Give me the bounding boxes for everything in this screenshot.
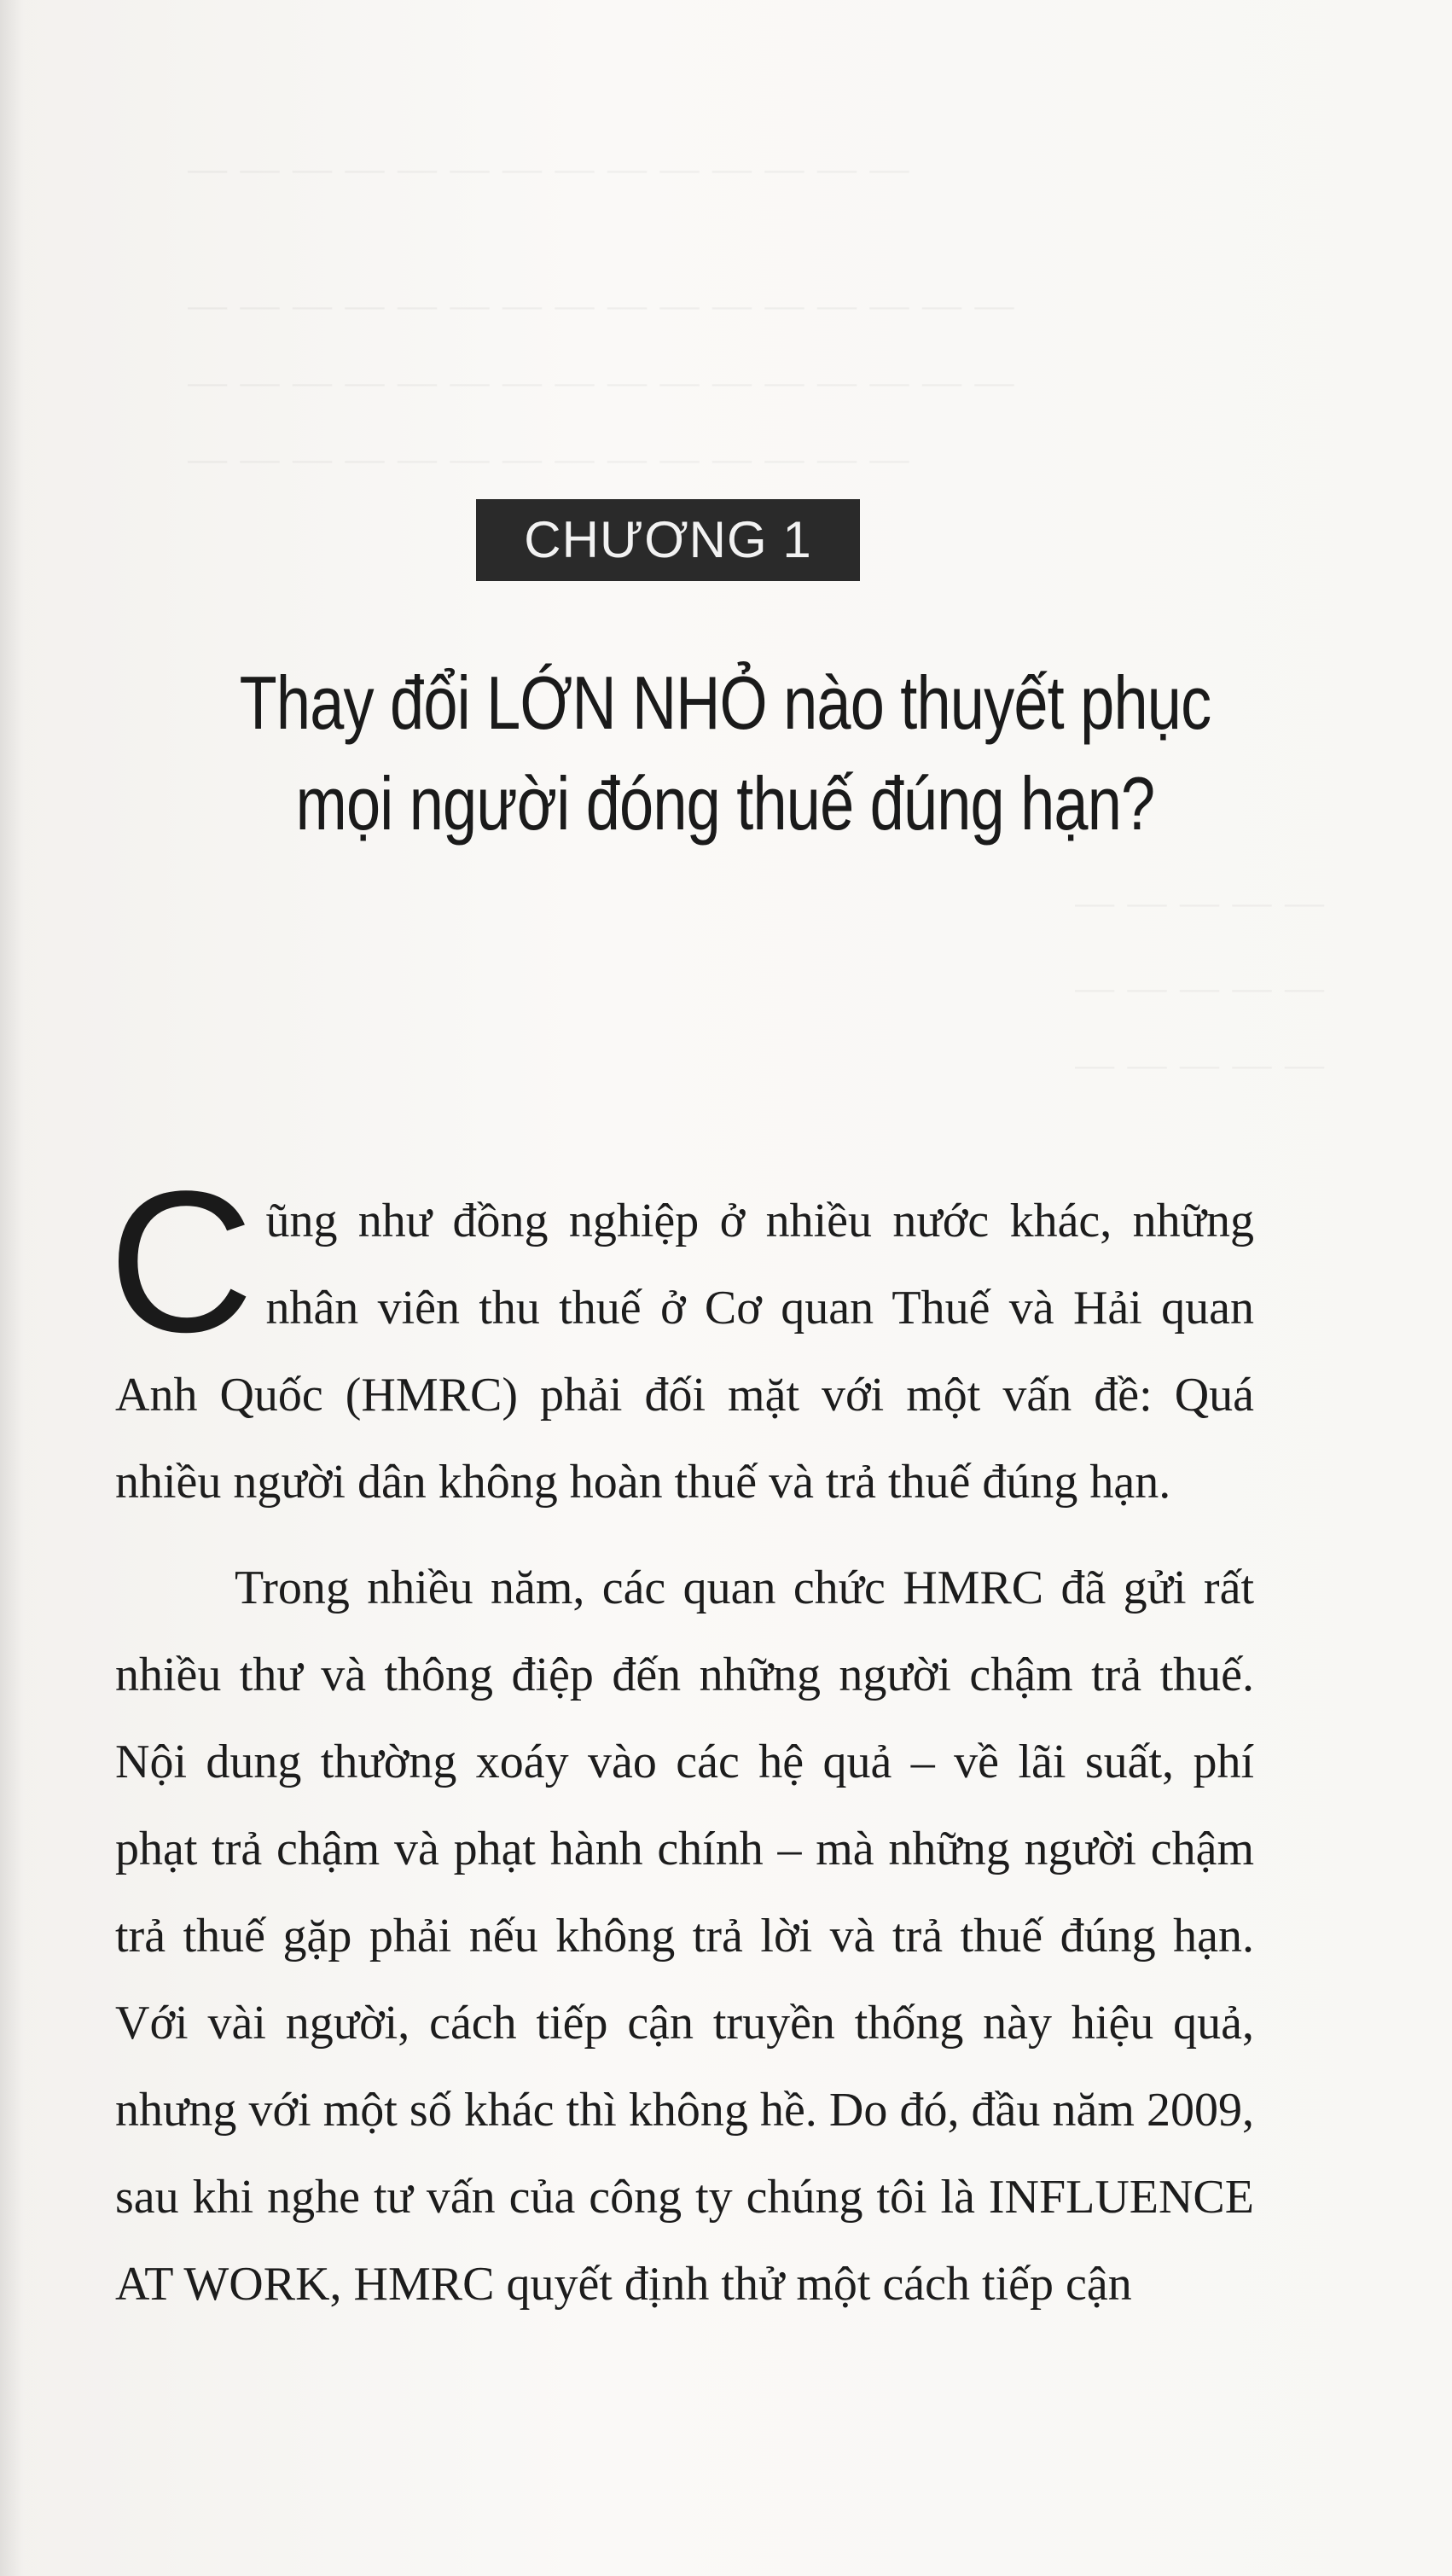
body-text: [108, 1149, 1254, 2328]
chapter-label: CHƯƠNG 1: [476, 499, 860, 581]
show-through-text: [1075, 964, 1399, 1009]
show-through-text: [188, 358, 1382, 404]
chapter-title-line-1: Thay đổi LỚN NHỎ nào thuyết phục: [239, 660, 1211, 745]
paragraph-1: [108, 1149, 1254, 1526]
paragraph-1-text: ũng như đồng nghiệp ở nhiều nước khác, những nhân viên thu thuế ở Cơ quan Thuế và Hải quan Anh Quốc (HMRC) phải đối mặt với một vấn đề: Quá nhiều người dân không hoàn thuế và trả thuế đúng hạn.: [115, 1195, 1254, 1509]
chapter-title-line-2: mọi người đóng thuế đúng hạn?: [295, 761, 1155, 846]
show-through-text: [1075, 1041, 1399, 1086]
show-through-text: [188, 435, 1382, 480]
paragraph-2: Trong nhiều năm, các quan chức HMRC đã gửi rất nhiều thư và thông điệp đến những người chậm trả thuế. Nội dung thường xoáy vào các hệ quả – về lãi suất, phí phạt trả chậm và phạt hành chính – mà những người chậm trả thuế gặp phải nếu không trả lời và trả thuế đúng hạn. Với vài người, cách tiếp cận truyền thống này hiệu quả, nhưng với một số khác thì không hề. Do đó, đầu năm 2009, sau khi nghe tư vấn của công ty chúng tôi là INFLUENCE AT WORK, HMRC quyết định thử một cách tiếp cận: [115, 1561, 1254, 2311]
show-through-text: [1075, 879, 1399, 924]
chapter-title: [229, 653, 1222, 854]
show-through-text: [188, 282, 1382, 327]
drop-cap: C: [108, 1149, 254, 1375]
show-through-text: [188, 145, 1382, 190]
page-edge-shadow: [0, 0, 24, 2576]
